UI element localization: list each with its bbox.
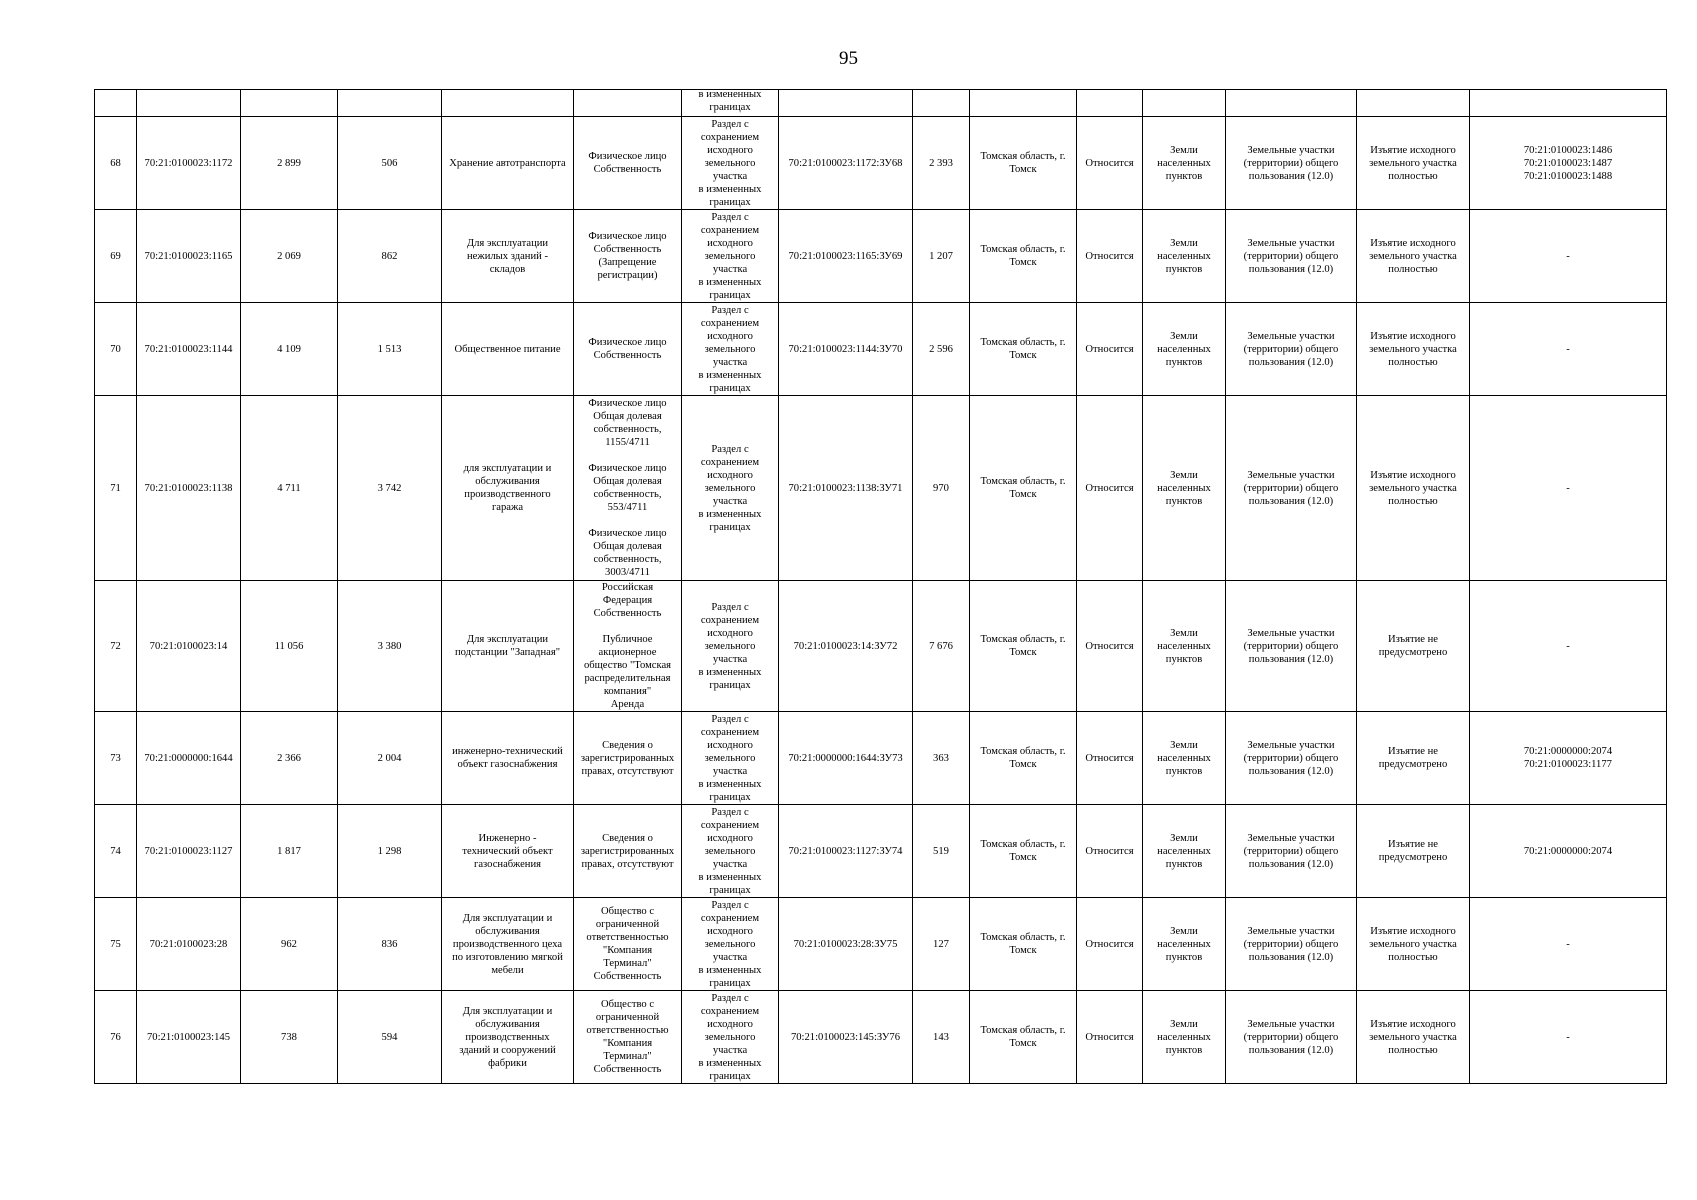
cell-method: Раздел с сохранением исходного земельного участка в измененных границах bbox=[682, 396, 779, 581]
cell-empty bbox=[1357, 90, 1470, 117]
table-row bbox=[95, 898, 1667, 991]
cell-cadastral-number: 70:21:0100023:145 bbox=[137, 991, 241, 1084]
cell-withdrawal: Изъятие исходного земельного участка полностью bbox=[1357, 303, 1470, 396]
table-row bbox=[95, 991, 1667, 1084]
cell-address: Томская область, г. Томск bbox=[970, 898, 1077, 991]
cell-area-total: 11 056 bbox=[241, 581, 338, 712]
cell-use: Для эксплуатации нежилых зданий - складов bbox=[442, 210, 574, 303]
cell-empty bbox=[574, 90, 682, 117]
cell-method: Раздел с сохранением исходного земельного участка в измененных границах bbox=[682, 991, 779, 1084]
cell-relation: Относится bbox=[1077, 805, 1143, 898]
cell-new-plot-id: 70:21:0100023:1172:ЗУ68 bbox=[779, 117, 913, 210]
cell-area-total: 2 899 bbox=[241, 117, 338, 210]
cell-area-part: 862 bbox=[338, 210, 442, 303]
cell-area-total: 962 bbox=[241, 898, 338, 991]
cell-new-plot-id: 70:21:0100023:145:ЗУ76 bbox=[779, 991, 913, 1084]
cell-number: 70 bbox=[95, 303, 137, 396]
cell-number: 75 bbox=[95, 898, 137, 991]
cell-relation: Относится bbox=[1077, 991, 1143, 1084]
cell-area-part: 1 513 bbox=[338, 303, 442, 396]
cell-permitted-use: Земельные участки (территории) общего пользования (12.0) bbox=[1226, 991, 1357, 1084]
cell-withdrawal: Изъятие исходного земельного участка полностью bbox=[1357, 991, 1470, 1084]
cell-method: Раздел с сохранением исходного земельного участка в измененных границах bbox=[682, 117, 779, 210]
cell-method: Раздел с сохранением исходного земельного участка в измененных границах bbox=[682, 581, 779, 712]
cell-withdrawal: Изъятие не предусмотрено bbox=[1357, 712, 1470, 805]
cell-withdrawal: Изъятие исходного земельного участка полностью bbox=[1357, 210, 1470, 303]
cell-empty bbox=[1077, 90, 1143, 117]
cell-new-plot-id: 70:21:0100023:28:ЗУ75 bbox=[779, 898, 913, 991]
cell-area-total: 2 366 bbox=[241, 712, 338, 805]
cell-category: Земли населенных пунктов bbox=[1143, 898, 1226, 991]
table-row bbox=[95, 712, 1667, 805]
cell-withdrawal: Изъятие не предусмотрено bbox=[1357, 805, 1470, 898]
table-row bbox=[95, 396, 1667, 581]
cell-permitted-use: Земельные участки (территории) общего пользования (12.0) bbox=[1226, 210, 1357, 303]
cell-rights: Физическое лицо Собственность bbox=[574, 117, 682, 210]
cell-area-part: 2 004 bbox=[338, 712, 442, 805]
cell-relation: Относится bbox=[1077, 898, 1143, 991]
cell-area-total: 2 069 bbox=[241, 210, 338, 303]
cell-relation: Относится bbox=[1077, 712, 1143, 805]
cell-cadastral-number: 70:21:0100023:28 bbox=[137, 898, 241, 991]
cell-address: Томская область, г. Томск bbox=[970, 712, 1077, 805]
cell-new-area: 2 393 bbox=[913, 117, 970, 210]
cell-category: Земли населенных пунктов bbox=[1143, 210, 1226, 303]
cell-empty bbox=[1226, 90, 1357, 117]
cell-objects: 70:21:0000000:2074 70:21:0100023:1177 bbox=[1470, 712, 1667, 805]
cell-use: Общественное питание bbox=[442, 303, 574, 396]
cell-category: Земли населенных пунктов bbox=[1143, 117, 1226, 210]
land-plot-table bbox=[94, 89, 1667, 1084]
cell-area-part: 506 bbox=[338, 117, 442, 210]
cell-new-plot-id: 70:21:0100023:1138:ЗУ71 bbox=[779, 396, 913, 581]
cell-number: 69 bbox=[95, 210, 137, 303]
cell-cadastral-number: 70:21:0100023:14 bbox=[137, 581, 241, 712]
table-row bbox=[95, 581, 1667, 712]
table-row bbox=[95, 805, 1667, 898]
cell-empty bbox=[1470, 90, 1667, 117]
cell-permitted-use: Земельные участки (территории) общего пользования (12.0) bbox=[1226, 396, 1357, 581]
cell-area-total: 4 109 bbox=[241, 303, 338, 396]
cell-withdrawal: Изъятие исходного земельного участка полностью bbox=[1357, 898, 1470, 991]
cell-rights: Общество с ограниченной ответственностью "Компания Терминал" Собственность bbox=[574, 898, 682, 991]
cell-area-total: 738 bbox=[241, 991, 338, 1084]
cell-permitted-use: Земельные участки (территории) общего пользования (12.0) bbox=[1226, 581, 1357, 712]
cell-objects: - bbox=[1470, 991, 1667, 1084]
cell-number: 72 bbox=[95, 581, 137, 712]
cell-empty bbox=[241, 90, 338, 117]
cell-use: Инженерно - технический объект газоснабжения bbox=[442, 805, 574, 898]
cell-rights: Общество с ограниченной ответственностью "Компания Терминал" Собственность bbox=[574, 991, 682, 1084]
cell-relation: Относится bbox=[1077, 303, 1143, 396]
cell-new-plot-id: 70:21:0100023:1165:ЗУ69 bbox=[779, 210, 913, 303]
table-row bbox=[95, 117, 1667, 210]
cell-permitted-use: Земельные участки (территории) общего пользования (12.0) bbox=[1226, 805, 1357, 898]
cell-category: Земли населенных пунктов bbox=[1143, 303, 1226, 396]
cell-method: Раздел с сохранением исходного земельного участка в измененных границах bbox=[682, 898, 779, 991]
cell-cadastral-number: 70:21:0100023:1172 bbox=[137, 117, 241, 210]
cell-area-part: 594 bbox=[338, 991, 442, 1084]
cell-permitted-use: Земельные участки (территории) общего пользования (12.0) bbox=[1226, 898, 1357, 991]
cell-objects: - bbox=[1470, 898, 1667, 991]
cell-number: 71 bbox=[95, 396, 137, 581]
cell-number: 74 bbox=[95, 805, 137, 898]
cell-address: Томская область, г. Томск bbox=[970, 210, 1077, 303]
cell-cadastral-number: 70:21:0100023:1127 bbox=[137, 805, 241, 898]
table-row bbox=[95, 210, 1667, 303]
cell-empty bbox=[970, 90, 1077, 117]
cell-cadastral-number: 70:21:0100023:1144 bbox=[137, 303, 241, 396]
cell-relation: Относится bbox=[1077, 581, 1143, 712]
cell-use: Хранение автотранспорта bbox=[442, 117, 574, 210]
cell-new-area: 2 596 bbox=[913, 303, 970, 396]
cell-area-part: 836 bbox=[338, 898, 442, 991]
cell-method: Раздел с сохранением исходного земельного участка в измененных границах bbox=[682, 210, 779, 303]
cell-rights: Физическое лицо Собственность (Запрещение регистрации) bbox=[574, 210, 682, 303]
cell-empty bbox=[137, 90, 241, 117]
cell-new-plot-id: 70:21:0100023:1144:ЗУ70 bbox=[779, 303, 913, 396]
cell-rights: Российская Федерация Собственность Публичное акционерное общество "Томская распределительная компания" Аренда bbox=[574, 581, 682, 712]
cell-permitted-use: Земельные участки (территории) общего пользования (12.0) bbox=[1226, 303, 1357, 396]
cell-address: Томская область, г. Томск bbox=[970, 117, 1077, 210]
cell-use: Для эксплуатации и обслуживания производственных зданий и сооружений фабрики bbox=[442, 991, 574, 1084]
cell-use: Для эксплуатации и обслуживания производственного цеха по изготовлению мягкой мебели bbox=[442, 898, 574, 991]
cell-new-plot-id: 70:21:0100023:14:ЗУ72 bbox=[779, 581, 913, 712]
table-row-continuation bbox=[95, 90, 1667, 117]
cell-empty bbox=[1143, 90, 1226, 117]
cell-new-area: 519 bbox=[913, 805, 970, 898]
continuation-text: в измененных границах bbox=[698, 89, 762, 113]
cell-new-area: 7 676 bbox=[913, 581, 970, 712]
cell-new-plot-id: 70:21:0000000:1644:ЗУ73 bbox=[779, 712, 913, 805]
cell-new-area: 143 bbox=[913, 991, 970, 1084]
cell-rights: Сведения о зарегистрированных правах, отсутствуют bbox=[574, 712, 682, 805]
cell-address: Томская область, г. Томск bbox=[970, 991, 1077, 1084]
cell-withdrawal: Изъятие исходного земельного участка полностью bbox=[1357, 396, 1470, 581]
cell-address: Томская область, г. Томск bbox=[970, 303, 1077, 396]
cell-area-total: 4 711 bbox=[241, 396, 338, 581]
cell-address: Томская область, г. Томск bbox=[970, 396, 1077, 581]
cell-category: Земли населенных пунктов bbox=[1143, 805, 1226, 898]
cell-method bbox=[682, 90, 779, 117]
cell-new-area: 970 bbox=[913, 396, 970, 581]
cell-empty bbox=[779, 90, 913, 117]
cell-objects: - bbox=[1470, 581, 1667, 712]
cell-area-part: 3 380 bbox=[338, 581, 442, 712]
cell-cadastral-number: 70:21:0100023:1138 bbox=[137, 396, 241, 581]
cell-use: Для эксплуатации подстанции "Западная" bbox=[442, 581, 574, 712]
cell-number: 76 bbox=[95, 991, 137, 1084]
cell-address: Томская область, г. Томск bbox=[970, 805, 1077, 898]
cell-new-plot-id: 70:21:0100023:1127:ЗУ74 bbox=[779, 805, 913, 898]
page-number: 95 bbox=[839, 48, 858, 69]
cell-use: для эксплуатации и обслуживания производственного гаража bbox=[442, 396, 574, 581]
cell-relation: Относится bbox=[1077, 210, 1143, 303]
cell-category: Земли населенных пунктов bbox=[1143, 396, 1226, 581]
cell-new-area: 1 207 bbox=[913, 210, 970, 303]
cell-category: Земли населенных пунктов bbox=[1143, 581, 1226, 712]
cell-rights: Сведения о зарегистрированных правах, отсутствуют bbox=[574, 805, 682, 898]
cell-objects: 70:21:0100023:1486 70:21:0100023:1487 70:21:0100023:1488 bbox=[1470, 117, 1667, 210]
cell-cadastral-number: 70:21:0000000:1644 bbox=[137, 712, 241, 805]
cell-withdrawal: Изъятие не предусмотрено bbox=[1357, 581, 1470, 712]
cell-method: Раздел с сохранением исходного земельного участка в измененных границах bbox=[682, 805, 779, 898]
cell-permitted-use: Земельные участки (территории) общего пользования (12.0) bbox=[1226, 117, 1357, 210]
cell-address: Томская область, г. Томск bbox=[970, 581, 1077, 712]
cell-permitted-use: Земельные участки (территории) общего пользования (12.0) bbox=[1226, 712, 1357, 805]
cell-objects: - bbox=[1470, 210, 1667, 303]
cell-empty bbox=[913, 90, 970, 117]
cell-area-total: 1 817 bbox=[241, 805, 338, 898]
cell-method: Раздел с сохранением исходного земельного участка в измененных границах bbox=[682, 303, 779, 396]
cell-area-part: 1 298 bbox=[338, 805, 442, 898]
cell-objects: - bbox=[1470, 396, 1667, 581]
cell-empty bbox=[95, 90, 137, 117]
cell-category: Земли населенных пунктов bbox=[1143, 712, 1226, 805]
cell-method: Раздел с сохранением исходного земельного участка в измененных границах bbox=[682, 712, 779, 805]
cell-objects: 70:21:0000000:2074 bbox=[1470, 805, 1667, 898]
cell-area-part: 3 742 bbox=[338, 396, 442, 581]
cell-empty bbox=[442, 90, 574, 117]
cell-category: Земли населенных пунктов bbox=[1143, 991, 1226, 1084]
cell-use: инженерно-технический объект газоснабжения bbox=[442, 712, 574, 805]
cell-empty bbox=[338, 90, 442, 117]
cell-relation: Относится bbox=[1077, 117, 1143, 210]
cell-cadastral-number: 70:21:0100023:1165 bbox=[137, 210, 241, 303]
cell-number: 73 bbox=[95, 712, 137, 805]
cell-relation: Относится bbox=[1077, 396, 1143, 581]
cell-objects: - bbox=[1470, 303, 1667, 396]
cell-number: 68 bbox=[95, 117, 137, 210]
cell-new-area: 127 bbox=[913, 898, 970, 991]
cell-rights: Физическое лицо Общая долевая собственность, 1155/4711 Физическое лицо Общая долевая собственность, 553/4711 Физическое лицо Общая долевая собственность, 3003/4711 bbox=[574, 396, 682, 581]
cell-rights: Физическое лицо Собственность bbox=[574, 303, 682, 396]
cell-new-area: 363 bbox=[913, 712, 970, 805]
cell-withdrawal: Изъятие исходного земельного участка полностью bbox=[1357, 117, 1470, 210]
table-row bbox=[95, 303, 1667, 396]
